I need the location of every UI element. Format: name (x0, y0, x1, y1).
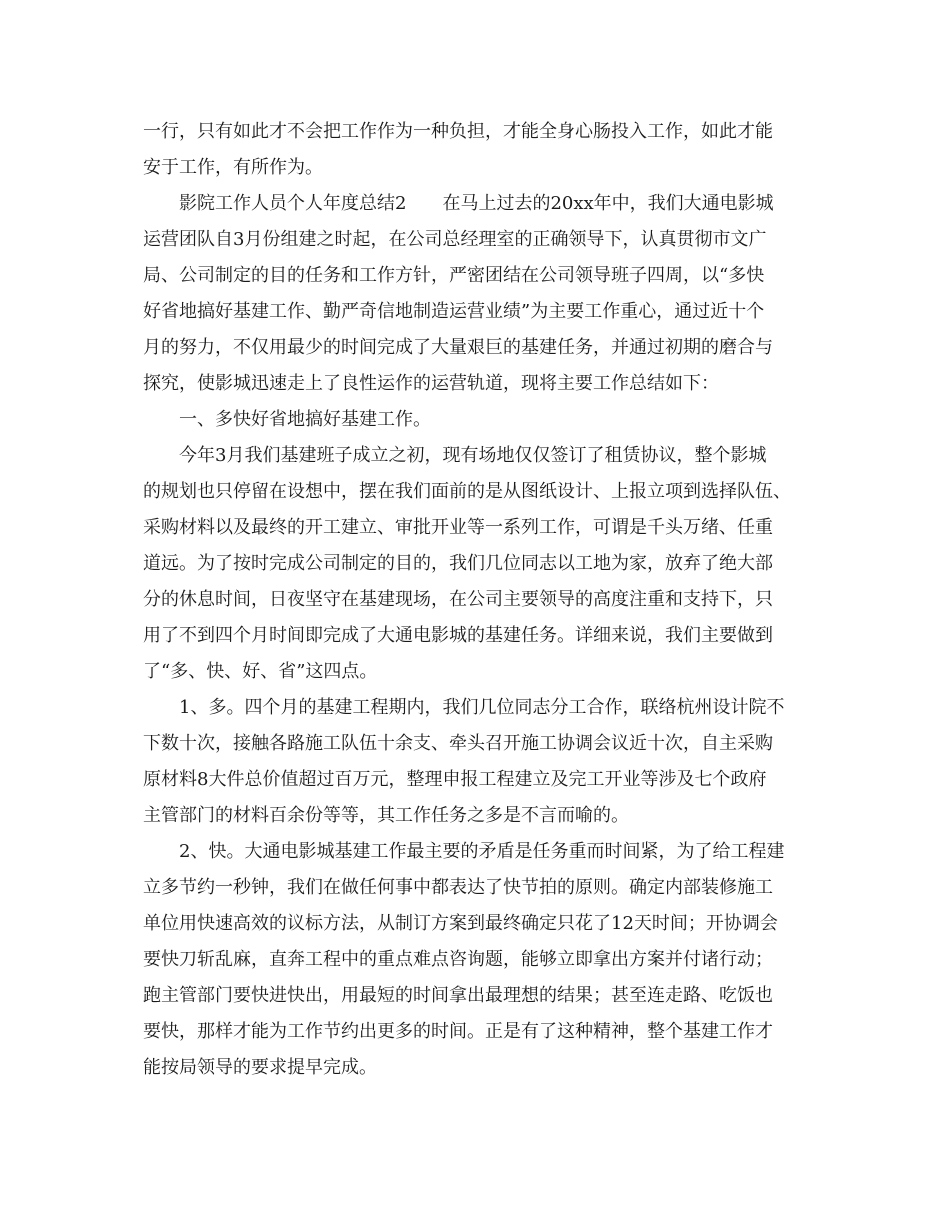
text-line: 好省地搞好基建工作、勤严奇信地制造运营业绩”为主要工作重心，通过近十个 (143, 301, 765, 322)
text-line: 了“多、快、好、省”这四点。 (143, 661, 378, 682)
text-line: 分的休息时间，日夜坚守在基建现场，在公司主要领导的高度注重和支持下，只 (143, 589, 773, 610)
text-line: 要快刀斩乱麻，直奔工程中的重点难点咨询题，能够立即拿出方案并付诸行动； (143, 949, 773, 970)
text-line: 用了不到四个月时间即完成了大通电影城的基建任务。详细来说，我们主要做到 (143, 625, 773, 646)
text-line: 运营团队自3月份组建之时起，在公司总经理室的正确领导下，认真贯彻市文广 (143, 229, 767, 250)
subheading-line: 一、多快好省地搞好基建工作。 (179, 409, 431, 430)
text-line: 原材料8大件总价值超过百万元，整理申报工程建立及完工开业等涉及七个政府 (143, 769, 767, 790)
text-line: 跑主管部门要快进快出，用最短的时间拿出最理想的结果；甚至连走路、吃饭也 (143, 985, 773, 1006)
text-line: 安于工作，有所作为。 (143, 157, 323, 178)
text-line: 的规划也只停留在设想中，摆在我们面前的是从图纸设计、上报立项到选择队伍、 (143, 481, 791, 502)
text-line: 单位用快速高效的议标方法，从制订方案到最终确定只花了12天时间；开协调会 (143, 913, 778, 934)
text-line: 一行，只有如此才不会把工作作为一种负担，才能全身心肠投入工作，如此才能 (143, 121, 773, 142)
text-line: 2、快。大通电影城基建工作最主要的矛盾是任务重而时间紧，为了给工程建 (179, 841, 785, 862)
text-line: 今年3月我们基建班子成立之初，现有场地仅仅签订了租赁协议，整个影城 (179, 445, 767, 466)
text-line: 下数十次，接触各路施工队伍十余支、牵头召开施工协调会议近十次，自主采购 (143, 733, 773, 754)
text-line: 月的努力，不仅用最少的时间完成了大量艰巨的基建任务，并通过初期的磨合与 (143, 337, 773, 358)
text-line: 要快，那样才能为工作节约出更多的时间。正是有了这种精神，整个基建工作才 (143, 1021, 773, 1042)
text-line: 探究，使影城迅速走上了良性运作的运营轨道，现将主要工作总结如下： (143, 373, 719, 394)
text-line: 道远。为了按时完成公司制定的目的，我们几位同志以工地为家，放弃了绝大部 (143, 553, 773, 574)
text-line: 主管部门的材料百余份等等，其工作任务之多是不言而喻的。 (143, 805, 629, 826)
text-line: 1、多。四个月的基建工程期内，我们几位同志分工合作，联络杭州设计院不 (179, 697, 785, 718)
text-line: 能按局领导的要求提早完成。 (143, 1057, 377, 1078)
text-line: 采购材料以及最终的开工建立、审批开业等一系列工作，可谓是千头万绪、任重 (143, 517, 773, 538)
text-line: 局、公司制定的目的任务和工作方针，严密团结在公司领导班子四周，以“多快 (143, 265, 765, 286)
section-heading-line: 影院工作人员个人年度总结2 在马上过去的20xx年中，我们大通电影城 (179, 193, 774, 214)
text-line: 立多节约一秒钟，我们在做任何事中都表达了快节拍的原则。确定内部装修施工 (143, 877, 773, 898)
